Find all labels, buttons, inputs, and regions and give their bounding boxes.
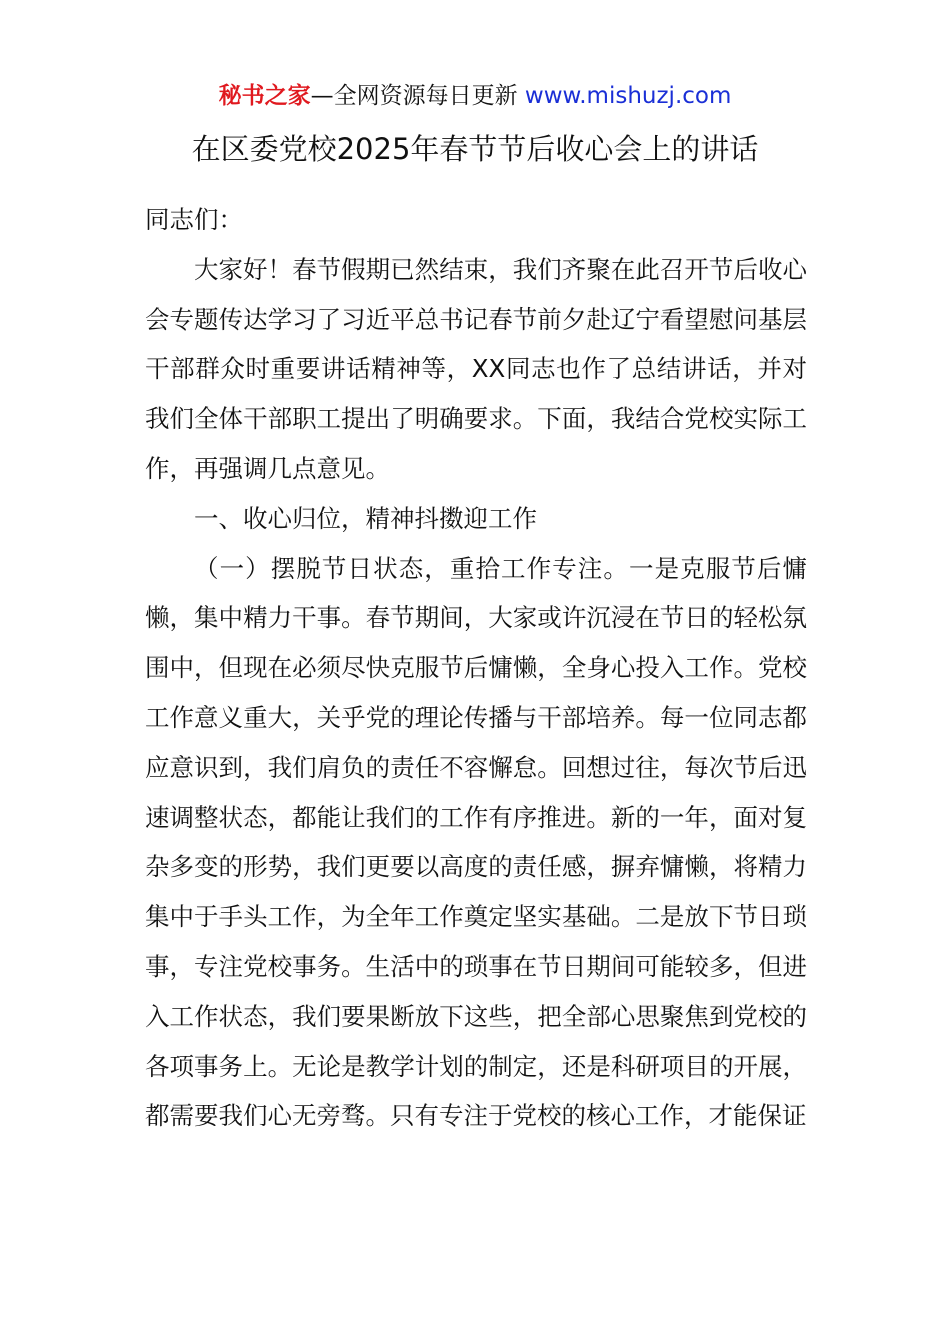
salutation: 同志们：	[145, 205, 243, 234]
site-url-link[interactable]: www.mishuzj.com	[524, 83, 732, 109]
paragraph-intro: 大家好！春节假期已然结束，我们齐聚在此召开节后收心会专题传达学习了习近平总书记春节前夕赴辽宁看望慰问基层干部群众时重要讲话精神等，XX同志也作了总结讲话，并对我们全体干部职工提出了明确要求。下面，我结合党校实际工作，再强调几点意见。	[145, 254, 807, 483]
paragraph-subsection-1: （一）摆脱节日状态，重拾工作专注。一是克服节后慵懒，集中精力干事。春节期间，大家或许沉浸在节日的轻松氛围中，但现在必须尽快克服节后慵懒，全身心投入工作。党校工作意义重大，关乎党的理论传播与干部培养。每一位同志都应意识到，我们肩负的责任不容懈怠。回想过往，每次节后迅速调整状态，都能让我们的工作有序推进。新的一年，面对复杂多变的形势，我们更要以高度的责任感，摒弃慵懒，将精力集中于手头工作，为全年工作奠定坚实基础。二是放下节日琐事，专注党校事务。生活中的琐事在节日期间可能较多，但进入工作状态，我们要果断放下这些，把全部心思聚焦到党校的各项事务上。无论是教学计划的制定，还是科研项目的开展，都需要我们心无旁骛。只有专注于党校的核心工作，才能保证	[145, 553, 807, 1131]
brand-name: 秘书之家	[218, 83, 311, 109]
document-title: 在区委党校2025年春节节后收心会上的讲话	[191, 132, 759, 166]
document-body	[145, 195, 807, 1141]
header-tagline: —全网资源每日更新	[310, 83, 518, 109]
site-header	[0, 80, 950, 112]
section-heading-1: 一、收心归位，精神抖擞迎工作	[194, 503, 537, 533]
